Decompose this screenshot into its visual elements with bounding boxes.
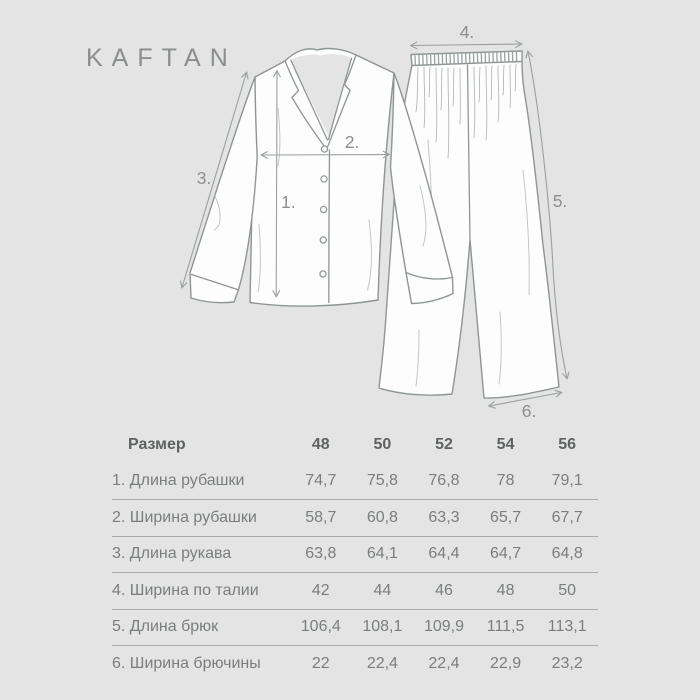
table-cell: 58,7 xyxy=(305,508,337,526)
row-label: 1. Длина рубашки xyxy=(112,472,245,490)
table-cell: 42 xyxy=(311,581,330,599)
table-row xyxy=(112,646,598,683)
table-cell: 22,4 xyxy=(428,655,460,673)
dimension-arrow-4 xyxy=(411,44,522,46)
table-cell: 60,8 xyxy=(366,508,398,526)
brand-logo: KAFTAN xyxy=(86,44,237,72)
table-cell: 113,1 xyxy=(547,618,587,636)
table-cell: 48 xyxy=(496,581,515,599)
dimension-label-6: 6. xyxy=(521,401,537,421)
table-cell: 64,8 xyxy=(551,545,583,563)
table-cell: 76,8 xyxy=(428,472,460,490)
table-row xyxy=(112,500,598,537)
size-column-header: 52 xyxy=(435,436,453,454)
size-column-header: 48 xyxy=(311,436,330,454)
size-table-header-label: Размер xyxy=(128,436,186,454)
size-column-header: 54 xyxy=(496,436,515,454)
row-label: 2. Ширина рубашки xyxy=(112,508,257,526)
table-row xyxy=(112,573,598,610)
table-cell: 46 xyxy=(435,581,453,599)
size-table-header xyxy=(112,427,598,464)
row-label: 4. Ширина по талии xyxy=(112,581,259,599)
table-cell: 65,7 xyxy=(490,508,522,526)
table-cell: 64,7 xyxy=(490,545,522,563)
row-label: 6. Ширина брючины xyxy=(112,655,261,673)
table-cell: 44 xyxy=(373,581,392,599)
table-cell: 23,2 xyxy=(551,655,583,673)
dimension-label-3: 3. xyxy=(196,168,212,188)
dimension-arrow-2 xyxy=(262,155,390,156)
table-cell: 111,5 xyxy=(486,618,525,636)
table-row xyxy=(112,537,598,574)
size-table xyxy=(112,427,598,683)
table-cell: 50 xyxy=(558,581,577,599)
table-row xyxy=(112,464,598,501)
table-cell: 75,8 xyxy=(366,472,398,490)
dimension-label-4: 4. xyxy=(459,22,475,42)
table-cell: 63,3 xyxy=(428,508,460,526)
shirt-placket xyxy=(329,150,330,303)
shirt-left-sleeve xyxy=(190,77,257,303)
dimension-label-5: 5. xyxy=(552,191,568,211)
table-cell: 22,9 xyxy=(490,655,522,673)
table-row xyxy=(112,610,598,647)
table-cell: 22,4 xyxy=(366,655,398,673)
table-cell: 63,8 xyxy=(305,545,337,563)
row-label: 3. Длина рукава xyxy=(112,545,232,563)
table-cell: 74,7 xyxy=(305,472,337,490)
table-cell: 106,4 xyxy=(300,618,341,636)
table-cell: 67,7 xyxy=(551,508,583,526)
table-cell: 79,1 xyxy=(551,472,583,490)
size-column-header: 50 xyxy=(373,436,392,454)
dimension-label-1: 1. xyxy=(281,192,296,212)
table-cell: 78 xyxy=(496,472,515,490)
size-column-header: 56 xyxy=(558,436,577,454)
table-cell: 109,9 xyxy=(423,618,464,636)
dimension-label-2: 2. xyxy=(344,132,360,152)
row-label: 5. Длина брюк xyxy=(112,618,219,636)
table-cell: 108,1 xyxy=(362,618,403,636)
table-cell: 22 xyxy=(311,655,330,673)
table-cell: 64,1 xyxy=(366,545,398,563)
table-cell: 64,4 xyxy=(428,545,460,563)
